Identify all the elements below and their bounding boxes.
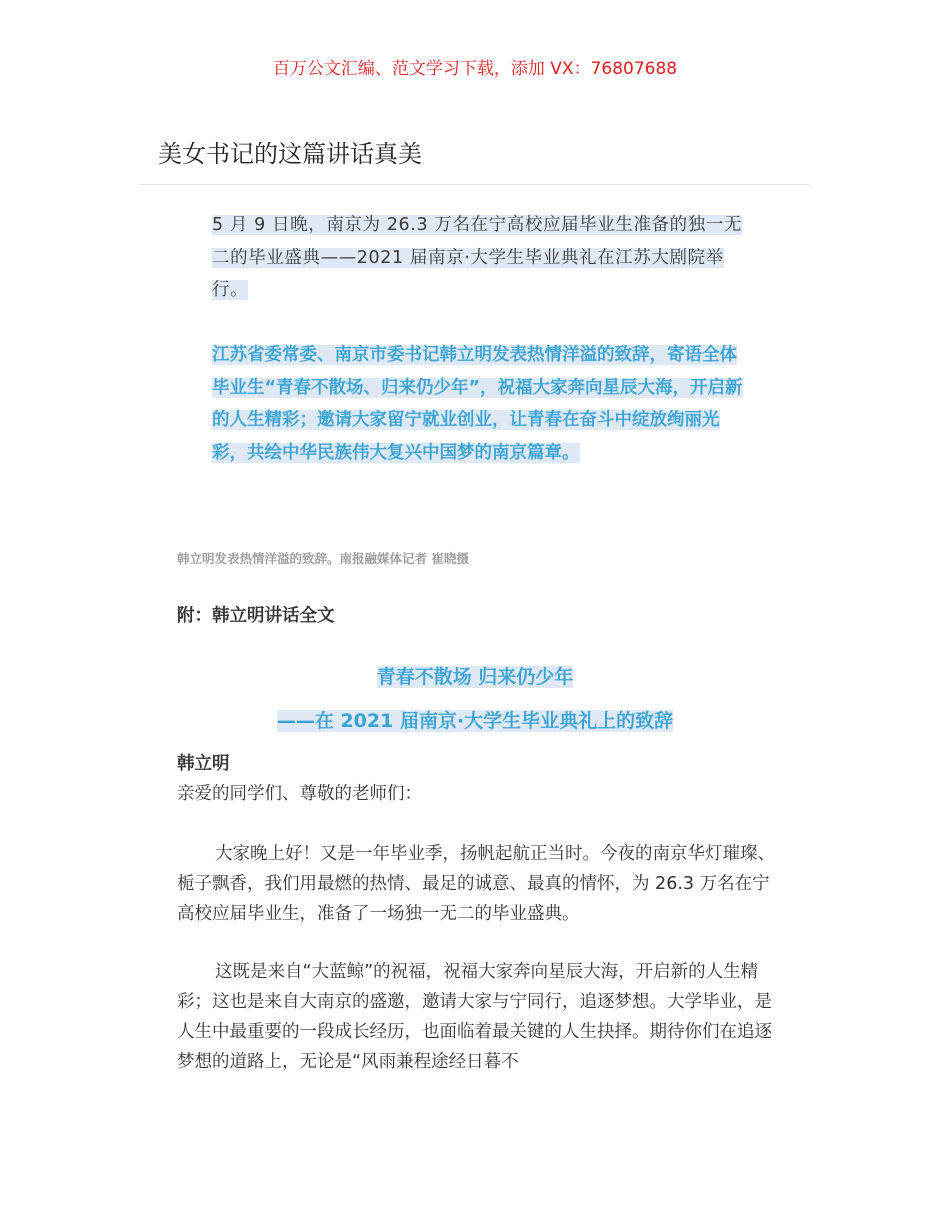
speech-title-text: 青春不散场 归来仍少年 bbox=[376, 666, 574, 688]
lead-paragraph bbox=[212, 209, 752, 307]
lead-text: 5 月 9 日晚，南京为 26.3 万名在宁高校应届毕业生准备的独一无二的毕业盛典——2021 届南京·大学生毕业典礼在江苏大剧院举行。 bbox=[212, 215, 743, 300]
salutation: 亲爱的同学们、尊敬的老师们： bbox=[177, 784, 422, 804]
speech-paragraph: 大家晚上好！又是一年毕业季，扬帆起航正当时。今夜的南京华灯璀璨、栀子飘香，我们用最燃的热情、最足的诚意、最真的情怀，为 26.3 万名在宁高校应届毕业生，准备了一场独一无二的毕业盛典。 bbox=[177, 844, 775, 924]
speech-title bbox=[0, 662, 950, 692]
appendix-heading: 附：韩立明讲话全文 bbox=[177, 606, 335, 626]
speech-subtitle bbox=[0, 706, 950, 736]
title-divider bbox=[140, 184, 810, 185]
speaker-name: 韩立明 bbox=[177, 754, 230, 774]
speech-paragraph: 这既是来自“大蓝鲸”的祝福，祝福大家奔向星辰大海，开启新的人生精彩；这也是来自大南京的盛邀，邀请大家与宁同行，追逐梦想。大学毕业，是人生中最重要的一段成长经历，也面临着最关键的人生抉择。期待你们在追逐梦想的道路上，无论是“风雨兼程途经日暮不 bbox=[177, 962, 772, 1072]
photo-caption: 韩立明发表热情洋溢的致辞。南报融媒体记者 崔晓摄 bbox=[177, 551, 469, 566]
promo-banner: 百万公文汇编、范文学习下载，添加 VX：76807688 bbox=[272, 59, 678, 79]
speech-subtitle-text: ——在 2021 届南京·大学生毕业典礼上的致辞 bbox=[276, 710, 674, 732]
article-title: 美女书记的这篇讲话真美 bbox=[158, 140, 422, 168]
highlight-quote bbox=[212, 339, 752, 470]
quote-text: 江苏省委常委、南京市委书记韩立明发表热情洋溢的致辞，寄语全体毕业生“青春不散场、归来仍少年”，祝福大家奔向星辰大海，开启新的人生精彩；邀请大家留宁就业创业，让青春在奋斗中绽放绚丽光彩，共绘中华民族伟大复兴中国梦的南京篇章。 bbox=[212, 345, 743, 464]
